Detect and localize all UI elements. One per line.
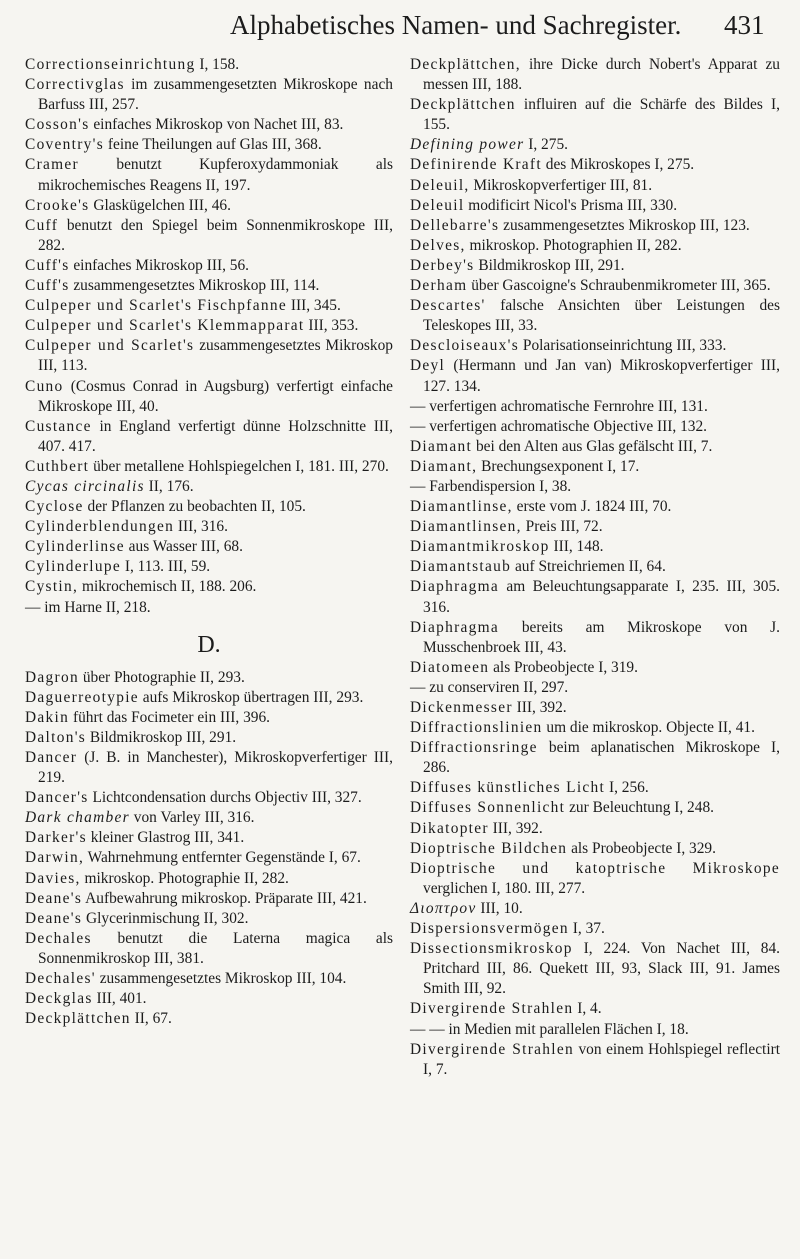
entry-references: beim aplanatischen Mikroskope I, 286.: [423, 739, 780, 777]
index-entry: [25, 75, 393, 115]
entry-references: zur Beleuchtung I, 248.: [565, 799, 714, 817]
entry-headword: Dioptrische und katoptrische Mikroskope: [410, 859, 780, 877]
entry-references: III, 353.: [304, 317, 359, 335]
entry-headword: Cylinderblendungen: [25, 518, 175, 536]
index-entry: [410, 819, 780, 839]
entry-references: II, 176.: [144, 477, 194, 495]
page-header: [0, 6, 800, 46]
entry-headword: Cosson's: [25, 116, 90, 134]
entry-headword: Deane's: [25, 889, 83, 907]
entry-references: III, 148.: [549, 538, 604, 556]
entry-references: mikroskop. Photographie II, 282.: [80, 869, 289, 887]
entry-headword: Dissectionsmikroskop: [410, 940, 573, 958]
entry-references: führt das Focimeter ein III, 396.: [69, 708, 270, 726]
entry-headword: Diamantstaub: [410, 558, 512, 576]
index-entry: [410, 1040, 780, 1080]
index-entry: [25, 909, 393, 929]
entry-references: (Hermann und Jan van) Mikroskopverfertiger III, 127. 134.: [423, 357, 780, 395]
index-entry: [410, 698, 780, 718]
entry-headword: Diffuses künstliches Licht: [410, 779, 606, 797]
entry-references: — verfertigen achromatische Objective III, 132.: [410, 417, 707, 435]
entry-headword: Διοπτρον: [410, 899, 477, 917]
index-entry: [410, 256, 780, 276]
index-entry: [25, 668, 393, 688]
entry-references: verglichen I, 180. III, 277.: [423, 879, 586, 897]
entry-references: mikroskop. Photographien II, 282.: [465, 236, 682, 254]
entry-headword: Culpeper und Scarlet's: [25, 337, 195, 355]
entry-headword: Crooke's: [25, 196, 90, 214]
index-entry: [410, 537, 780, 557]
index-entry: [25, 848, 393, 868]
entry-references: I, 256.: [605, 779, 649, 797]
index-entry: [25, 296, 393, 316]
entry-headword: Defining power: [410, 136, 525, 154]
entry-references: am Beleuchtungsapparate I, 235. III, 305. 316.: [423, 578, 780, 616]
index-entry: [410, 196, 780, 216]
entry-headword: Cramer: [25, 156, 79, 174]
entries-d-left: [25, 668, 393, 1030]
index-entry: [410, 1020, 780, 1040]
entry-headword: Dechales': [25, 970, 96, 988]
entry-references: — im Harne II, 218.: [25, 598, 151, 616]
entry-headword: Darker's: [25, 829, 87, 847]
index-entry: [25, 929, 393, 969]
index-entry: [25, 788, 393, 808]
entry-headword: Cylinderlinse: [25, 538, 125, 556]
index-entry: [25, 155, 393, 195]
right-column: [410, 55, 780, 1080]
entry-headword: Dancer's: [25, 789, 89, 807]
entry-headword: Cuno: [25, 377, 64, 395]
index-entry: [410, 678, 780, 698]
entry-references: Wahrnehmung entfernter Gegenstände I, 67.: [84, 849, 361, 867]
index-entry: [25, 216, 393, 256]
entry-headword: Dickenmesser: [410, 699, 513, 716]
entry-references: über metallene Hohlspiegelchen I, 181. III, 270.: [89, 457, 389, 475]
entry-headword: Cycas circinalis: [25, 477, 145, 495]
entry-headword: Correctionseinrichtung: [25, 56, 196, 73]
entry-references: über Photographie II, 293.: [78, 668, 245, 686]
index-entry: [410, 919, 780, 939]
index-entry: [25, 457, 393, 477]
entry-references: Bildmikroskop III, 291.: [474, 256, 625, 274]
index-entry: [410, 216, 780, 236]
index-entry: [410, 336, 780, 356]
entry-references: über Gascoigne's Schraubenmikrometer III, 365.: [467, 277, 771, 295]
entry-references: (Cosmus Conrad in Augsburg) verfertigt einfache Mikroskope III, 40.: [38, 377, 393, 415]
entry-references: III, 345.: [286, 297, 341, 315]
entry-headword: Diffuses Sonnenlicht: [410, 799, 566, 817]
entry-references: in England verfertigt dünne Holzschnitte III, 407. 417.: [38, 417, 393, 455]
entry-headword: Davies,: [25, 869, 81, 887]
index-entry: [410, 497, 780, 517]
index-entry: [410, 176, 780, 196]
index-entry: [25, 55, 393, 75]
index-entry: [25, 336, 393, 376]
entry-references: zusammengesetztes Mikroskop III, 114.: [69, 277, 320, 295]
index-entry: [410, 718, 780, 738]
index-entry: [410, 738, 780, 778]
entry-headword: Diamant: [410, 437, 473, 455]
entry-headword: Custance: [25, 417, 92, 435]
entry-headword: Deckplättchen: [25, 1010, 131, 1028]
entry-references: III, 401.: [92, 990, 147, 1008]
index-entry: [25, 828, 393, 848]
index-entry: [25, 276, 393, 296]
entry-references: — Farbendispersion I, 38.: [410, 477, 572, 495]
entry-references: als Probeobjecte I, 329.: [567, 839, 716, 857]
entry-references: Preis III, 72.: [521, 518, 603, 536]
entry-references: einfaches Mikroskop III, 56.: [69, 256, 250, 274]
entry-headword: Divergirende Strahlen: [410, 1000, 574, 1018]
entry-references: (J. B. in Manchester), Mikroskopverfertiger III, 219.: [38, 749, 393, 787]
index-entry: [25, 989, 393, 1009]
index-entry: [25, 688, 393, 708]
index-entry: [410, 236, 780, 256]
index-entry: [410, 457, 780, 477]
entry-headword: Cuff's: [25, 256, 70, 274]
index-entry: [25, 316, 393, 336]
entry-references: benutzt die Laterna magica als Sonnenmikroskop III, 381.: [38, 929, 393, 967]
entry-references: des Mikroskopes I, 275.: [541, 156, 695, 174]
entry-headword: Deleuil: [410, 196, 465, 214]
entry-references: im zusammengesetzten Mikroskope nach Barfuss III, 257.: [38, 76, 393, 114]
entry-references: III, 392.: [488, 819, 543, 837]
entry-references: zusammengesetztes Mikroskop III, 123.: [499, 216, 750, 234]
entry-headword: Darwin,: [25, 849, 85, 867]
entry-headword: Deyl: [410, 357, 446, 375]
index-entry: [25, 537, 393, 557]
entry-references: Bildmikroskop III, 291.: [86, 728, 237, 746]
index-entry: [25, 889, 393, 909]
entry-references: Aufbewahrung mikroskop. Präparate III, 421.: [82, 889, 367, 907]
index-entry: [410, 477, 780, 497]
entry-headword: Diamantlinsen,: [410, 518, 522, 536]
entry-references: influiren auf die Schärfe des Bildes I, 155.: [423, 96, 780, 134]
index-entry: [25, 869, 393, 889]
index-entry: [25, 577, 393, 597]
entry-references: kleiner Glastrog III, 341.: [86, 829, 245, 847]
entry-references: I, 158.: [195, 56, 240, 73]
index-entry: [410, 798, 780, 818]
entry-references: feine Theilungen auf Glas III, 368.: [104, 136, 322, 154]
index-entry: [25, 115, 393, 135]
index-entry: [25, 256, 393, 276]
entry-headword: Deckplättchen: [410, 96, 516, 114]
entry-references: I, 224. Von Nachet III, 84. Pritchard III, 86. Quekett III, 93, Slack III, 91. James Smith III, 92.: [423, 940, 780, 998]
entry-references: zusammengesetztes Mikroskop III, 104.: [95, 970, 347, 988]
entry-references: III, 392.: [512, 699, 567, 716]
entry-headword: Cuff: [25, 216, 59, 234]
entry-headword: Correctivglas: [25, 76, 125, 94]
entries-d-right: [410, 55, 780, 1080]
entry-headword: Descartes': [410, 297, 486, 315]
entry-references: bei den Alten aus Glas gefälscht III, 7.: [472, 437, 713, 455]
index-entry: [25, 196, 393, 216]
entry-headword: Diffractionslinien: [410, 719, 543, 737]
entry-references: benutzt den Spiegel beim Sonnenmikroskope III, 282.: [38, 216, 393, 254]
entry-headword: Cystin,: [25, 578, 79, 596]
index-entry: [410, 517, 780, 537]
index-entry: [25, 497, 393, 517]
entry-references: Polarisationseinrichtung III, 333.: [519, 337, 727, 355]
entry-headword: Diamantlinse,: [410, 498, 513, 516]
entry-references: II, 67.: [130, 1010, 172, 1028]
entry-references: von einem Hohlspiegel reflectirt I, 7.: [423, 1040, 780, 1078]
index-entry: [410, 155, 780, 175]
index-entry: [410, 839, 780, 859]
index-entry: [25, 969, 393, 989]
index-entry: [410, 778, 780, 798]
entry-references: I, 275.: [524, 136, 568, 154]
index-entry: [25, 728, 393, 748]
entry-references: mikrochemisch II, 188. 206.: [78, 578, 257, 596]
entry-headword: Daguerreotypie: [25, 688, 139, 706]
entry-references: III, 316.: [174, 518, 228, 536]
entry-references: — verfertigen achromatische Fernrohre III, 131.: [410, 397, 708, 415]
entry-headword: Diffractionsringe: [410, 739, 538, 757]
entry-headword: Diamant,: [410, 457, 478, 475]
page-number: 431: [724, 10, 765, 40]
entries-c: [25, 55, 393, 618]
entry-headword: Dalton's: [25, 728, 87, 746]
entry-references: — zu conserviren II, 297.: [410, 678, 569, 696]
index-entry: [410, 135, 780, 155]
entry-references: falsche Ansichten über Leistungen des Teleskopes III, 33.: [423, 297, 780, 335]
index-entry: [410, 397, 780, 417]
entry-references: erste vom J. 1824 III, 70.: [512, 498, 672, 516]
entry-references: aufs Mikroskop übertragen III, 293.: [138, 688, 364, 706]
left-column: [25, 55, 393, 1029]
index-entry: [410, 658, 780, 678]
entry-headword: Cylinderlupe: [25, 558, 121, 576]
running-title: Alphabetisches Namen- und Sachregister.: [230, 10, 682, 40]
entry-headword: Descloiseaux's: [410, 337, 520, 355]
index-entry: [410, 557, 780, 577]
entry-headword: Definirende Kraft: [410, 156, 542, 174]
entry-references: der Pflanzen zu beobachten II, 105.: [83, 498, 306, 516]
entry-references: um die mikroskop. Objecte II, 41.: [542, 719, 755, 737]
entry-headword: Dioptrische Bildchen: [410, 839, 568, 857]
index-entry: [410, 939, 780, 999]
entry-references: bereits am Mikroskope von J. Musschenbroek III, 43.: [423, 618, 780, 656]
entry-headword: Dellebarre's: [410, 216, 500, 234]
entry-references: Glaskügelchen III, 46.: [89, 196, 231, 214]
index-entry: [25, 748, 393, 788]
entry-references: Mikroskopverfertiger III, 81.: [469, 176, 653, 194]
entry-headword: Derbey's: [410, 256, 475, 274]
entry-headword: Deane's: [25, 909, 83, 927]
index-entry: [410, 577, 780, 617]
entry-headword: Dikatopter: [410, 819, 489, 837]
index-entry: [410, 95, 780, 135]
index-entry: [25, 377, 393, 417]
index-entry: [25, 708, 393, 728]
entry-references: Glycerinmischung II, 302.: [82, 909, 249, 927]
entry-headword: Dagron: [25, 668, 79, 686]
index-entry: [25, 1009, 393, 1029]
entry-references: benutzt Kupferoxydammoniak als mikrochemisches Reagens II, 197.: [38, 156, 393, 194]
entry-headword: Diatomeen: [410, 658, 490, 676]
entry-headword: Deleuil,: [410, 176, 470, 194]
index-entry: [410, 437, 780, 457]
entry-headword: Dark chamber: [25, 809, 130, 827]
entry-headword: Cyclose: [25, 498, 84, 516]
entry-references: Brechungsexponent I, 17.: [477, 457, 640, 475]
entry-references: als Probeobjecte I, 319.: [489, 658, 638, 676]
entry-headword: Delves,: [410, 236, 466, 254]
entry-headword: Divergirende Strahlen: [410, 1040, 574, 1058]
entry-references: I, 113. III, 59.: [120, 558, 211, 576]
index-entry: [25, 477, 393, 497]
entry-headword: Cuthbert: [25, 457, 90, 475]
index-entry: [410, 859, 780, 899]
entry-references: aus Wasser III, 68.: [124, 538, 243, 556]
entry-references: auf Streichriemen II, 64.: [511, 558, 666, 576]
index-entry: [410, 417, 780, 437]
entry-references: von Varley III, 316.: [129, 809, 255, 827]
entry-headword: Dancer: [25, 749, 78, 766]
entry-references: — — in Medien mit parallelen Flächen I, 18.: [410, 1020, 689, 1038]
entry-headword: Dakin: [25, 708, 70, 726]
entry-headword: Coventry's: [25, 136, 105, 154]
index-entry: [25, 557, 393, 577]
entry-references: I, 37.: [568, 920, 605, 938]
entry-headword: Dispersionsvermögen: [410, 920, 569, 938]
index-entry: [410, 999, 780, 1019]
entry-headword: Deckplättchen,: [410, 56, 521, 73]
entry-references: einfaches Mikroskop von Nachet III, 83.: [89, 116, 344, 134]
entry-headword: Diamantmikroskop: [410, 538, 550, 556]
entry-references: ihre Dicke durch Nobert's Apparat zu messen III, 188.: [423, 56, 780, 94]
index-entry: [25, 808, 393, 828]
index-entry: [25, 598, 393, 618]
index-entry: [410, 618, 780, 658]
entry-headword: Derham: [410, 277, 468, 295]
entry-headword: Culpeper und Scarlet's Klemmapparat: [25, 317, 305, 335]
entry-headword: Deckglas: [25, 990, 93, 1008]
entry-headword: Culpeper und Scarlet's Fischpfanne: [25, 297, 287, 315]
entry-headword: Diaphragma: [410, 618, 500, 636]
entry-references: I, 4.: [573, 1000, 602, 1018]
index-entry: [25, 417, 393, 457]
index-entry: [410, 296, 780, 336]
entry-headword: Diaphragma: [410, 578, 500, 596]
index-entry: [410, 356, 780, 396]
entry-headword: Cuff's: [25, 277, 70, 295]
entry-headword: Dechales: [25, 929, 92, 947]
index-entry: [410, 276, 780, 296]
index-entry: [25, 135, 393, 155]
index-entry: [25, 517, 393, 537]
entry-references: modificirt Nicol's Prisma III, 330.: [464, 196, 678, 214]
index-entry: [410, 55, 780, 95]
index-entry: [410, 899, 780, 919]
section-letter-d: D.: [197, 631, 221, 658]
entry-references: zusammengesetztes Mikroskop III, 113.: [38, 337, 393, 375]
entry-references: III, 10.: [476, 899, 523, 917]
entry-references: Lichtcondensation durchs Objectiv III, 327.: [88, 789, 362, 807]
